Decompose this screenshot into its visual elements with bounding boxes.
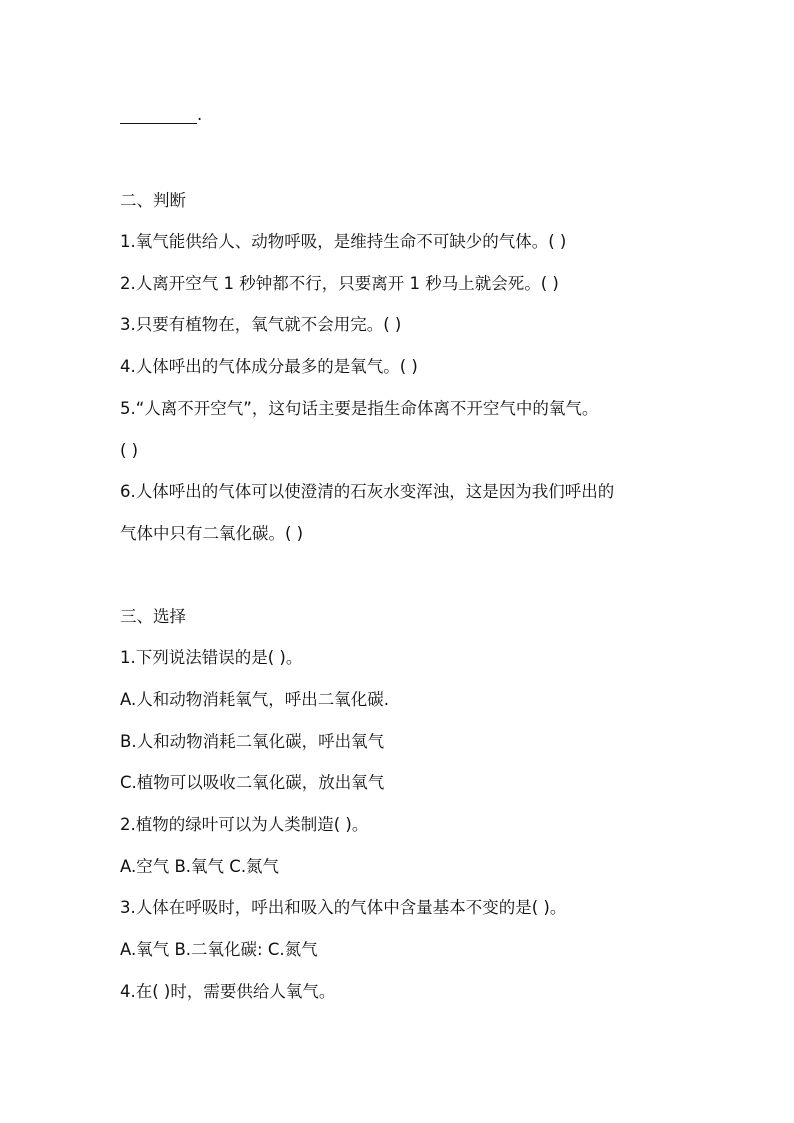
choice-question: 1.下列说法错误的是( )。: [120, 648, 303, 667]
judgment-item: 5.“人离不开空气”，这句话主要是指生命体离不开空气中的氧气。: [120, 399, 599, 418]
choice-options-row: A.空气 B.氧气 C.氮气: [120, 857, 280, 876]
judgment-item: 3.只要有植物在，氧气就不会用完。( ): [120, 315, 402, 334]
judgment-item: 1.氧气能供给人、动物呼吸，是维持生命不可缺少的气体。( ): [120, 232, 567, 251]
answer-blank: [120, 104, 202, 126]
blank-underline: [120, 122, 197, 124]
judgment-item: 4.人体呼出的气体成分最多的是氧气。( ): [120, 357, 418, 376]
section-heading-judgment: 二、判断: [120, 191, 186, 210]
choice-option: C.植物可以吸收二氧化碳，放出氧气: [120, 773, 385, 792]
choice-question: 3.人体在呼吸时，呼出和吸入的气体中含量基本不变的是( )。: [120, 898, 567, 917]
judgment-item-continued: ( ): [120, 441, 139, 460]
blank-period: .: [197, 105, 203, 124]
choice-options-row: A.氧气 B.二氧化碳: C.氮气: [120, 940, 318, 959]
choice-question: 2.植物的绿叶可以为人类制造( )。: [120, 815, 369, 834]
choice-question: 4.在( )时，需要供给人氧气。: [120, 982, 336, 1001]
choice-option: A.人和动物消耗氧气，呼出二氧化碳.: [120, 690, 389, 709]
choice-option: B.人和动物消耗二氧化碳，呼出氧气: [120, 732, 385, 751]
judgment-item: 6.人体呼出的气体可以使澄清的石灰水变浑浊，这是因为我们呼出的: [120, 482, 615, 501]
judgment-item: 2.人离开空气 1 秒钟都不行，只要离开 1 秒马上就会死。( ): [120, 274, 559, 293]
section-heading-choice: 三、选择: [120, 607, 186, 626]
judgment-item-continued: 气体中只有二氧化碳。( ): [120, 524, 304, 543]
